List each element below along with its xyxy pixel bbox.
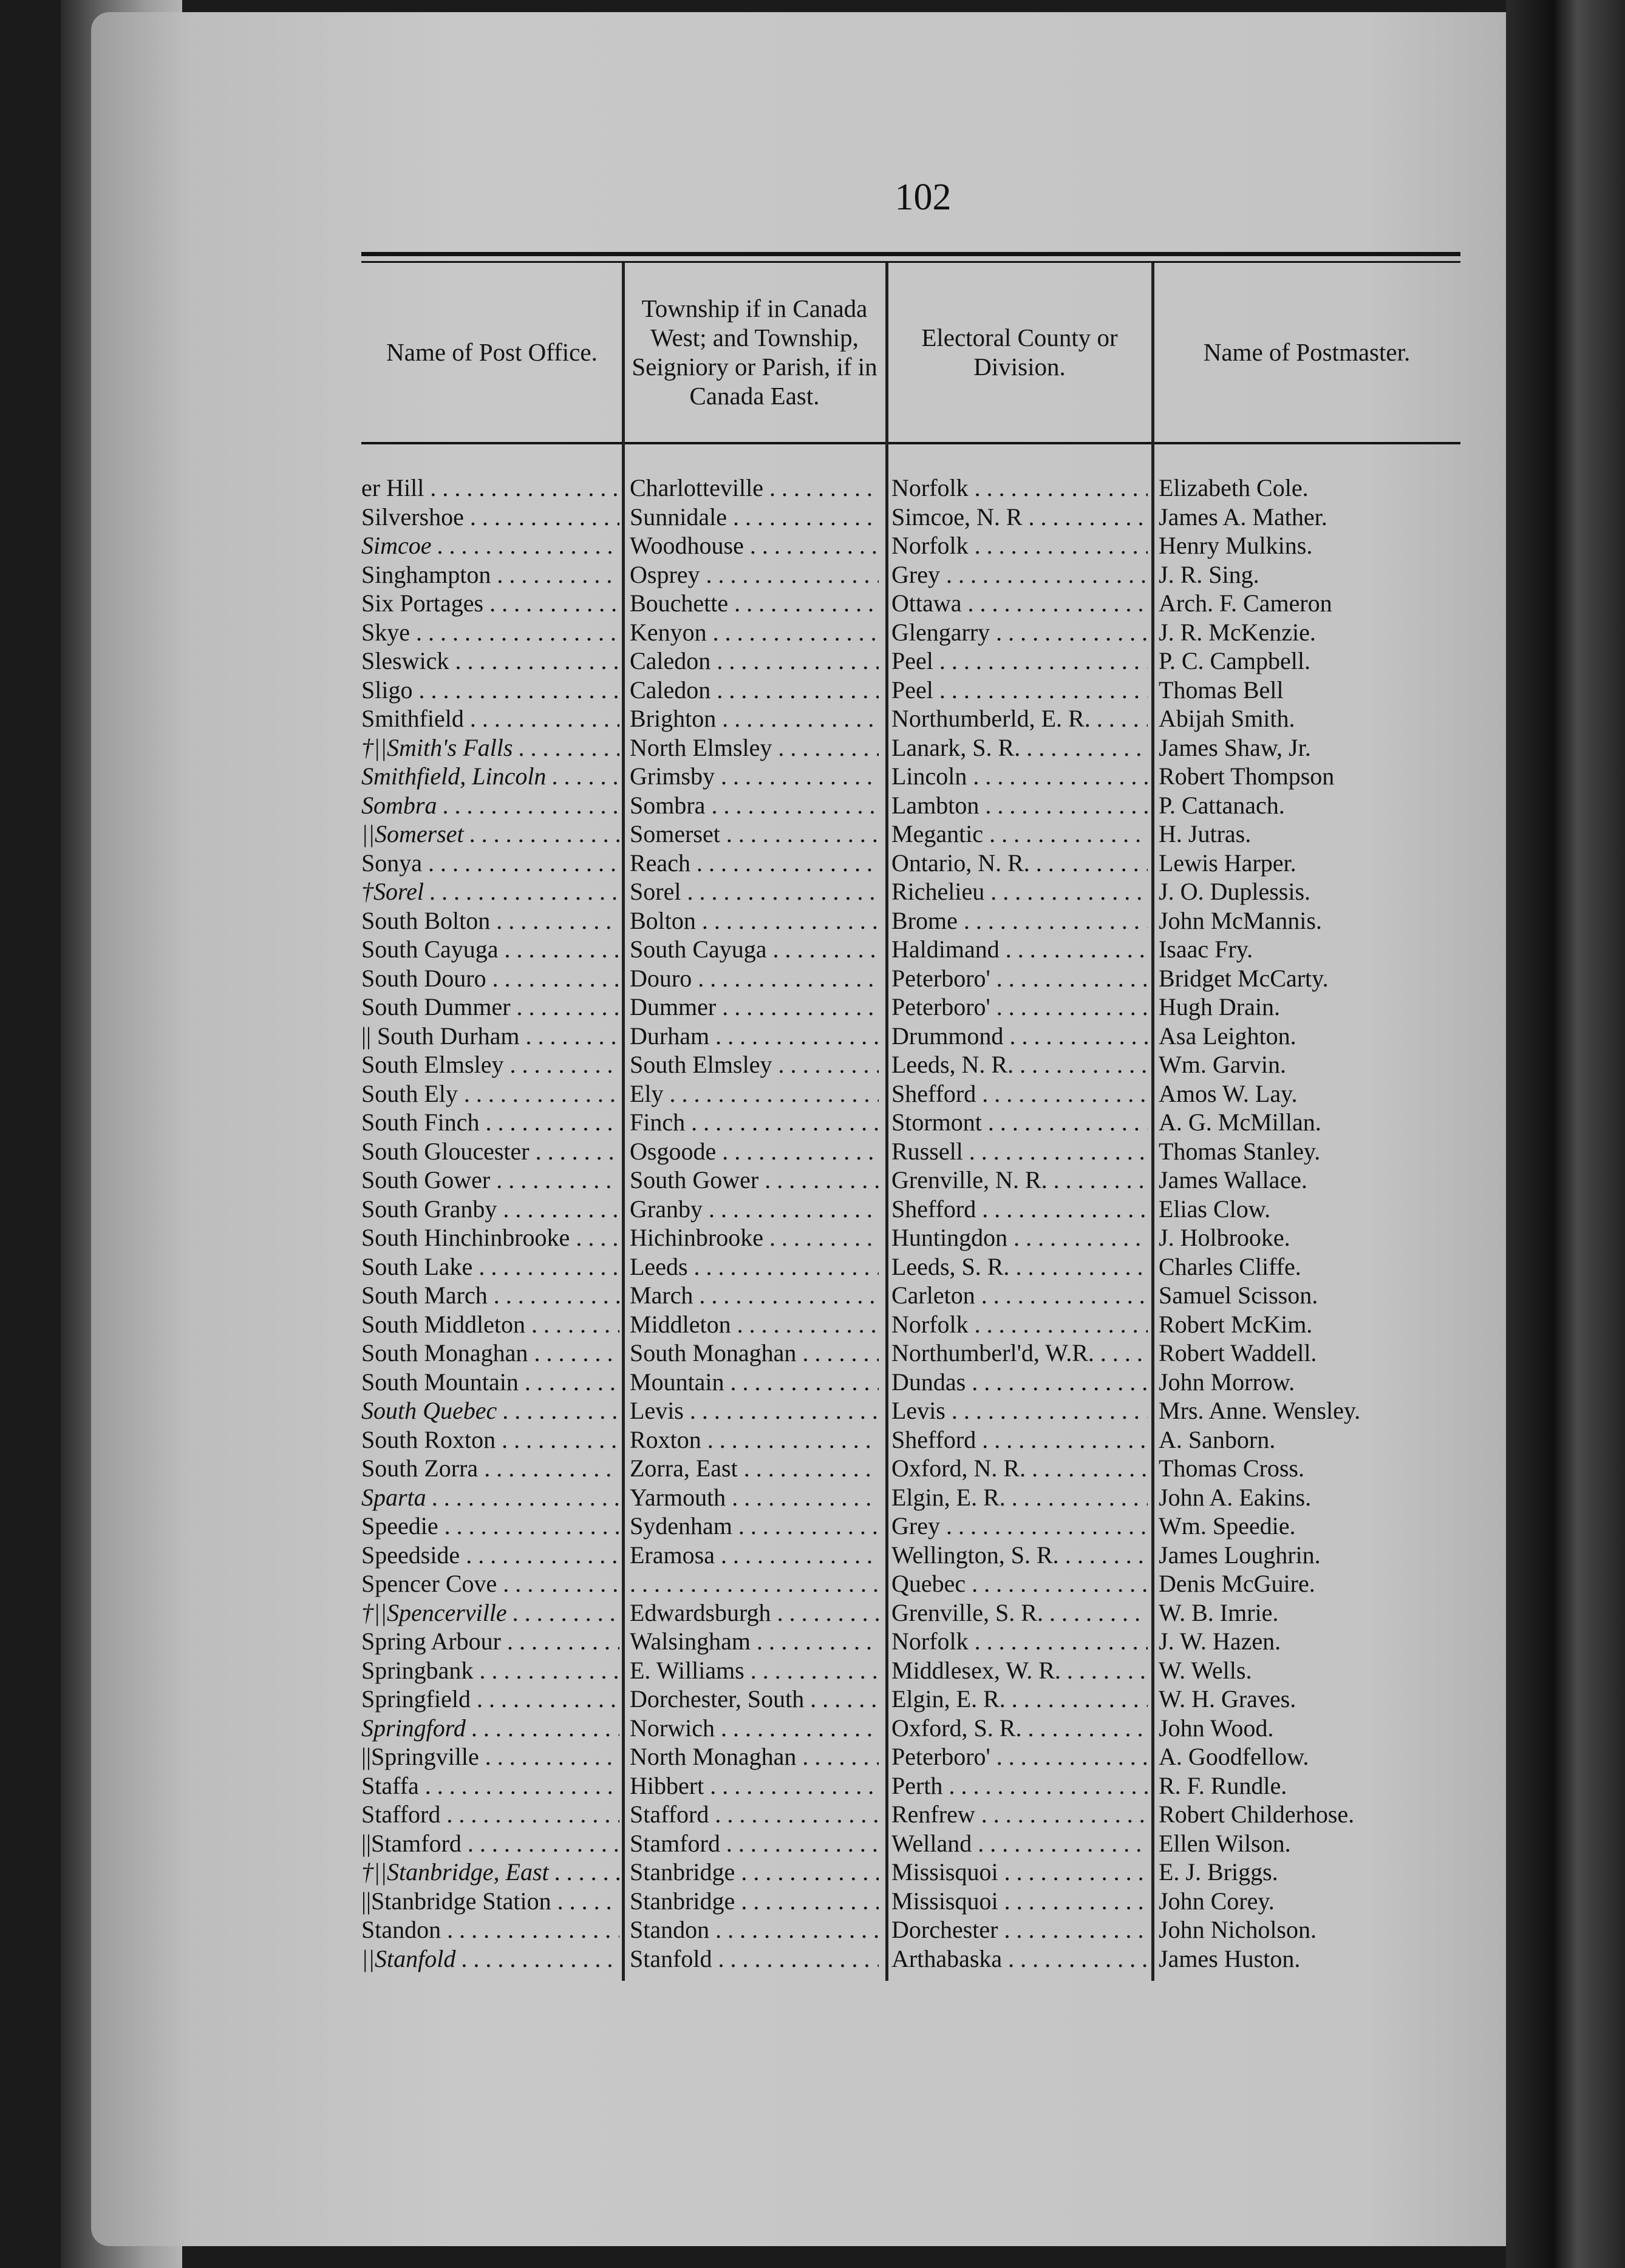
- post-office-name: South Douro . . .: [361, 964, 619, 993]
- table-row: [361, 1022, 1460, 1051]
- post-office-name: ||Springville . . .: [361, 1742, 619, 1771]
- county-name: Shefford . . .: [891, 1195, 1148, 1224]
- table-row: [361, 993, 1460, 1022]
- table-row: [361, 1137, 1460, 1166]
- postmaster-name: Robert McKim.: [1159, 1310, 1313, 1338]
- post-office-name: †||Spencerville . . .: [361, 1598, 619, 1628]
- table-row: [361, 1252, 1460, 1282]
- county-name: Grenville, S. R. . . .: [891, 1598, 1148, 1628]
- postmaster-name: W. B. Imrie.: [1159, 1598, 1279, 1626]
- postmaster-name: E. J. Briggs.: [1159, 1858, 1278, 1886]
- table-row: [361, 1512, 1460, 1541]
- township-name: Eramosa . . .: [630, 1541, 879, 1570]
- township-name: Caledon . . .: [630, 647, 879, 676]
- post-office-name: South March . . .: [361, 1281, 619, 1310]
- post-office-name: Sonya . . .: [361, 849, 619, 878]
- township-name: Sydenham . . .: [630, 1512, 879, 1541]
- post-office-name: South Ely . . .: [361, 1079, 619, 1109]
- post-office-name: Simcoe . . .: [361, 531, 619, 560]
- county-name: Peterboro' . . .: [891, 964, 1148, 993]
- post-office-name: Springbank . . .: [361, 1656, 619, 1685]
- county-name: Peterboro' . . .: [891, 993, 1148, 1022]
- table-row: [361, 560, 1460, 589]
- postmaster-name: Thomas Bell: [1159, 676, 1284, 704]
- county-name: Russell . . .: [891, 1137, 1148, 1166]
- postmaster-name: Thomas Cross.: [1159, 1455, 1304, 1482]
- table-row: [361, 935, 1460, 964]
- township-name: [630, 1569, 879, 1598]
- post-office-name: Skye . . .: [361, 618, 619, 647]
- post-office-name: ||Stanfold . . .: [361, 1944, 619, 1974]
- township-name: South Gower . . .: [630, 1166, 879, 1195]
- postmaster-name: John Morrow.: [1159, 1368, 1295, 1396]
- post-office-name: South Monaghan . . .: [361, 1339, 619, 1368]
- township-name: Stamford . . .: [630, 1829, 879, 1858]
- postmaster-name: Thomas Stanley.: [1159, 1137, 1321, 1165]
- postmaster-name: Asa Leighton.: [1159, 1022, 1296, 1050]
- table-row: [361, 1108, 1460, 1137]
- postmaster-name: J. Holbrooke.: [1159, 1224, 1290, 1251]
- post-office-name: South Bolton . . .: [361, 906, 619, 935]
- county-name: Megantic . . .: [891, 820, 1148, 849]
- county-name: Welland . . .: [891, 1829, 1148, 1858]
- township-name: Charlotteville . . .: [630, 474, 879, 503]
- township-name: Dummer . . .: [630, 993, 879, 1022]
- township-name: Zorra, East . . .: [630, 1454, 879, 1483]
- postmaster-name: Robert Thompson: [1159, 762, 1335, 790]
- table-row: [361, 1944, 1460, 1974]
- post-office-name: South Lake . . .: [361, 1252, 619, 1282]
- table-row: [361, 1887, 1460, 1916]
- postmaster-name: Amos W. Lay.: [1159, 1079, 1298, 1107]
- post-office-name: Smithfield . . .: [361, 704, 619, 733]
- postmaster-name: Mrs. Anne. Wensley.: [1159, 1397, 1361, 1424]
- table-row: [361, 589, 1460, 618]
- post-office-name: Speedside . . .: [361, 1541, 619, 1570]
- post-office-name: South Quebec . . .: [361, 1396, 619, 1425]
- postmaster-name: H. Jutras.: [1159, 820, 1252, 847]
- township-name: Finch . . .: [630, 1108, 879, 1137]
- postmaster-name: John Nicholson.: [1159, 1916, 1317, 1943]
- table-row: [361, 1829, 1460, 1858]
- postmaster-name: John Wood.: [1159, 1714, 1274, 1742]
- table-row: [361, 877, 1460, 906]
- postmaster-name: James Loughrin.: [1159, 1541, 1321, 1569]
- postmaster-name: Ellen Wilson.: [1159, 1829, 1291, 1857]
- table-row: [361, 676, 1460, 705]
- table-row: [361, 1742, 1460, 1771]
- township-name: Stanfold . . .: [630, 1944, 879, 1974]
- post-office-name: Springfield . . .: [361, 1685, 619, 1714]
- township-name: Osprey . . .: [630, 560, 879, 589]
- table-row: [361, 704, 1460, 733]
- township-name: Reach . . .: [630, 849, 879, 878]
- township-name: Brighton . . .: [630, 704, 879, 733]
- header-county: Electoral County or Division.: [921, 324, 1118, 381]
- table-row: [361, 1223, 1460, 1252]
- postmaster-name: James A. Mather.: [1159, 503, 1327, 531]
- county-name: Lanark, S. R. . . .: [891, 733, 1148, 762]
- table-row: [361, 1310, 1460, 1339]
- county-name: Dundas . . .: [891, 1368, 1148, 1397]
- township-name: Leeds . . .: [630, 1252, 879, 1282]
- post-office-name: South Finch . . .: [361, 1108, 619, 1137]
- post-office-name: Sparta . . .: [361, 1483, 619, 1512]
- county-name: Shefford . . .: [891, 1079, 1148, 1109]
- header-post-office: Name of Post Office.: [386, 338, 598, 366]
- post-office-table: [361, 474, 1460, 1973]
- county-name: Missisquoi . . .: [891, 1887, 1148, 1916]
- table-row: [361, 1771, 1460, 1801]
- postmaster-name: Isaac Fry.: [1159, 935, 1253, 963]
- post-office-name: Stafford . . .: [361, 1800, 619, 1829]
- post-office-name: Standon . . .: [361, 1915, 619, 1944]
- township-name: Hibbert . . .: [630, 1771, 879, 1801]
- table-row: [361, 1195, 1460, 1224]
- header-postmaster: Name of Postmaster.: [1203, 338, 1411, 366]
- table-row: [361, 762, 1460, 791]
- table-row: [361, 618, 1460, 647]
- post-office-name: South Gower . . .: [361, 1166, 619, 1195]
- post-office-name: Sleswick . . .: [361, 647, 619, 676]
- county-name: Leeds, N. R. . . .: [891, 1050, 1148, 1079]
- postmaster-name: Hugh Drain.: [1159, 993, 1280, 1020]
- post-office-name: South Elmsley . . .: [361, 1050, 619, 1079]
- township-name: Sombra . . .: [630, 791, 879, 820]
- post-office-name: †||Smith's Falls . . .: [361, 733, 619, 762]
- postmaster-name: Abijah Smith.: [1159, 705, 1295, 732]
- table-row: [361, 1339, 1460, 1368]
- postmaster-name: P. Cattanach.: [1159, 791, 1285, 819]
- postmaster-name: Arch. F. Cameron: [1159, 589, 1332, 617]
- county-name: Grey . . .: [891, 560, 1148, 589]
- postmaster-name: Wm. Speedie.: [1159, 1512, 1296, 1540]
- post-office-name: Sligo . . .: [361, 676, 619, 705]
- table-row: [361, 1915, 1460, 1944]
- table-row: [361, 1166, 1460, 1195]
- county-name: Shefford . . .: [891, 1425, 1148, 1455]
- township-name: Middleton . . .: [630, 1310, 879, 1339]
- township-name: Walsingham . . .: [630, 1627, 879, 1656]
- table-row: [361, 1541, 1460, 1570]
- township-name: Douro . . .: [630, 964, 879, 993]
- post-office-name: Smithfield, Lincoln . . .: [361, 762, 619, 791]
- township-name: Levis . . .: [630, 1396, 879, 1425]
- county-name: Peel . . .: [891, 676, 1148, 705]
- county-name: Carleton . . .: [891, 1281, 1148, 1310]
- township-name: Roxton . . .: [630, 1425, 879, 1455]
- postmaster-name: J. W. Hazen.: [1159, 1628, 1281, 1655]
- county-name: Haldimand . . .: [891, 935, 1148, 964]
- postmaster-name: Samuel Scisson.: [1159, 1282, 1318, 1309]
- postmaster-name: Robert Waddell.: [1159, 1339, 1317, 1367]
- township-name: Stafford . . .: [630, 1800, 879, 1829]
- county-name: Norfolk . . .: [891, 1627, 1148, 1656]
- post-office-name: South Roxton . . .: [361, 1425, 619, 1455]
- post-office-name: South Gloucester . . .: [361, 1137, 619, 1166]
- postmaster-name: John McMannis.: [1159, 906, 1322, 934]
- township-name: North Elmsley . . .: [630, 733, 879, 762]
- county-name: Levis . . .: [891, 1396, 1148, 1425]
- township-name: Bolton . . .: [630, 906, 879, 935]
- post-office-name: Singhampton . . .: [361, 560, 619, 589]
- county-name: Drummond . . .: [891, 1022, 1148, 1051]
- table-row: [361, 1800, 1460, 1829]
- township-name: Kenyon . . .: [630, 618, 879, 647]
- post-office-name: South Mountain . . .: [361, 1368, 619, 1397]
- table-row: [361, 1281, 1460, 1310]
- post-office-name: South Zorra . . .: [361, 1454, 619, 1483]
- postmaster-name: Denis McGuire.: [1159, 1570, 1315, 1597]
- township-name: South Monaghan . . .: [630, 1339, 879, 1368]
- township-name: Hichinbrooke . . .: [630, 1223, 879, 1252]
- table-row: [361, 1396, 1460, 1425]
- postmaster-name: Charles Cliffe.: [1159, 1252, 1301, 1280]
- post-office-name: ||Somerset . . .: [361, 820, 619, 849]
- postmaster-name: Bridget McCarty.: [1159, 964, 1329, 992]
- county-name: Brome . . .: [891, 906, 1148, 935]
- post-office-name: Speedie . . .: [361, 1512, 619, 1541]
- post-office-name: Spencer Cove . . .: [361, 1569, 619, 1598]
- township-name: Stanbridge . . .: [630, 1887, 879, 1916]
- post-office-name: ||Stanbridge Station . . .: [361, 1887, 619, 1916]
- post-office-name: †||Stanbridge, East . . .: [361, 1858, 619, 1887]
- table-row: [361, 1079, 1460, 1109]
- township-name: Yarmouth . . .: [630, 1483, 879, 1512]
- table-row: [361, 647, 1460, 676]
- county-name: Middlesex, W. R. . . .: [891, 1656, 1148, 1685]
- county-name: Northumberl'd, W.R. . . .: [891, 1339, 1148, 1368]
- township-name: South Elmsley . . .: [630, 1050, 879, 1079]
- township-name: Granby . . .: [630, 1195, 879, 1224]
- table-row: [361, 1656, 1460, 1685]
- township-name: Bouchette . . .: [630, 589, 879, 618]
- township-name: Norwich . . .: [630, 1714, 879, 1743]
- county-name: Lambton . . .: [891, 791, 1148, 820]
- post-office-name: Spring Arbour . . .: [361, 1627, 619, 1656]
- county-name: Northumberld, E. R. . . .: [891, 704, 1148, 733]
- county-name: Ottawa . . .: [891, 589, 1148, 618]
- postmaster-name: John Corey.: [1159, 1887, 1275, 1915]
- table-row: [361, 1454, 1460, 1483]
- township-name: Sorel . . .: [630, 877, 879, 906]
- county-name: Huntingdon . . .: [891, 1223, 1148, 1252]
- township-name: March . . .: [630, 1281, 879, 1310]
- table-row: [361, 1598, 1460, 1628]
- postmaster-name: A. G. McMillan.: [1159, 1109, 1321, 1136]
- postmaster-name: W. Wells.: [1159, 1656, 1252, 1684]
- postmaster-name: J. O. Duplessis.: [1159, 878, 1311, 905]
- township-name: Mountain . . .: [630, 1368, 879, 1397]
- county-name: Elgin, E. R. . . .: [891, 1685, 1148, 1714]
- county-name: Grey . . .: [891, 1512, 1148, 1541]
- top-rule: [361, 252, 1460, 256]
- table-row: [361, 1627, 1460, 1656]
- postmaster-name: John A. Eakins.: [1159, 1483, 1312, 1511]
- county-name: Renfrew . . .: [891, 1800, 1148, 1829]
- postmaster-name: J. R. McKenzie.: [1159, 618, 1316, 646]
- page-number: 102: [894, 177, 952, 218]
- table-row: [361, 1050, 1460, 1079]
- township-name: Somerset . . .: [630, 820, 879, 849]
- township-name: Osgoode . . .: [630, 1137, 879, 1166]
- township-name: Caledon . . .: [630, 676, 879, 705]
- county-name: Perth . . .: [891, 1771, 1148, 1801]
- table-row: [361, 531, 1460, 560]
- table-row: [361, 820, 1460, 849]
- township-name: Ely . . .: [630, 1079, 879, 1109]
- table-row: [361, 1714, 1460, 1743]
- postmaster-name: A. Goodfellow.: [1159, 1743, 1309, 1770]
- post-office-name: Six Portages . . .: [361, 589, 619, 618]
- county-name: Missisquoi . . .: [891, 1858, 1148, 1887]
- township-name: Sunnidale . . .: [630, 503, 879, 532]
- county-name: Stormont . . .: [891, 1108, 1148, 1137]
- township-name: Durham . . .: [630, 1022, 879, 1051]
- postmaster-name: W. H. Graves.: [1159, 1685, 1296, 1713]
- table-row: [361, 1569, 1460, 1598]
- county-name: Peel . . .: [891, 647, 1148, 676]
- table-row: [361, 1483, 1460, 1512]
- post-office-name: ||Stamford . . .: [361, 1829, 619, 1858]
- county-name: Norfolk . . .: [891, 1310, 1148, 1339]
- post-office-name: South Middleton . . .: [361, 1310, 619, 1339]
- county-name: Richelieu . . .: [891, 877, 1148, 906]
- table-row: [361, 1368, 1460, 1397]
- table-row: [361, 733, 1460, 762]
- post-office-name: || South Durham . . .: [361, 1022, 619, 1051]
- county-name: Simcoe, N. R . . .: [891, 503, 1148, 532]
- county-name: Wellington, S. R. . . .: [891, 1541, 1148, 1570]
- table-row: [361, 503, 1460, 532]
- table-row: [361, 1685, 1460, 1714]
- postmaster-name: A. Sanborn.: [1159, 1425, 1276, 1453]
- county-name: Oxford, S. R. . . .: [891, 1714, 1148, 1743]
- table-row: [361, 906, 1460, 935]
- post-office-name: er Hill . . .: [361, 474, 619, 503]
- postmaster-name: James Wallace.: [1159, 1166, 1307, 1193]
- postmaster-name: Elias Clow.: [1159, 1195, 1271, 1223]
- post-office-name: South Hinchinbrooke . . .: [361, 1223, 619, 1252]
- postmaster-name: J. R. Sing.: [1159, 560, 1259, 588]
- township-name: Grimsby . . .: [630, 762, 879, 791]
- table-row: [361, 1858, 1460, 1887]
- county-name: Norfolk . . .: [891, 531, 1148, 560]
- county-name: Leeds, S. R. . . .: [891, 1252, 1148, 1282]
- post-office-name: Staffa . . .: [361, 1771, 619, 1801]
- postmaster-name: Henry Mulkins.: [1159, 532, 1313, 559]
- header-township: Township if in Canada West; and Township, Seigniory or Parish, if in Canada East.: [632, 294, 877, 410]
- county-name: Peterboro' . . .: [891, 1742, 1148, 1771]
- county-name: Arthabaska . . .: [891, 1944, 1148, 1974]
- postmaster-name: James Shaw, Jr.: [1159, 733, 1311, 761]
- post-office-name: Springford . . .: [361, 1714, 619, 1743]
- postmaster-name: Elizabeth Cole.: [1159, 474, 1309, 501]
- post-office-name: South Granby . . .: [361, 1195, 619, 1224]
- township-name: E. Williams . . .: [630, 1656, 879, 1685]
- post-office-name: South Dummer . . .: [361, 993, 619, 1022]
- table-row: [361, 849, 1460, 878]
- township-name: South Cayuga . . .: [630, 935, 879, 964]
- county-name: Ontario, N. R. . . .: [891, 849, 1148, 878]
- book-edge: [1506, 0, 1625, 2268]
- township-name: Stanbridge . . .: [630, 1858, 879, 1887]
- county-name: Elgin, E. R. . . .: [891, 1483, 1148, 1512]
- post-office-name: South Cayuga . . .: [361, 935, 619, 964]
- post-office-name: †Sorel . . .: [361, 877, 619, 906]
- postmaster-name: P. C. Campbell.: [1159, 647, 1311, 674]
- county-name: Lincoln . . .: [891, 762, 1148, 791]
- table-row: [361, 791, 1460, 820]
- table-row: [361, 1425, 1460, 1455]
- county-name: Oxford, N. R. . . .: [891, 1454, 1148, 1483]
- township-name: Woodhouse . . .: [630, 531, 879, 560]
- postmaster-name: Robert Childerhose.: [1159, 1801, 1355, 1828]
- township-name: Edwardsburgh . . .: [630, 1598, 879, 1628]
- table-row: [361, 964, 1460, 993]
- post-office-name: Sombra . . .: [361, 791, 619, 820]
- county-name: Glengarry . . .: [891, 618, 1148, 647]
- postmaster-name: James Huston.: [1159, 1944, 1301, 1972]
- post-office-name: Silvershoe . . .: [361, 503, 619, 532]
- township-name: North Monaghan . . .: [630, 1742, 879, 1771]
- county-name: Quebec . . .: [891, 1569, 1148, 1598]
- township-name: Standon . . .: [630, 1915, 879, 1944]
- postmaster-name: R. F. Rundle.: [1159, 1771, 1287, 1799]
- county-name: Norfolk . . .: [891, 474, 1148, 503]
- postmaster-name: Lewis Harper.: [1159, 849, 1296, 877]
- table-row: [361, 474, 1460, 503]
- township-name: Dorchester, South . . .: [630, 1685, 879, 1714]
- county-name: Grenville, N. R. . . .: [891, 1166, 1148, 1195]
- postmaster-name: Wm. Garvin.: [1159, 1051, 1286, 1078]
- county-name: Dorchester . . .: [891, 1915, 1148, 1944]
